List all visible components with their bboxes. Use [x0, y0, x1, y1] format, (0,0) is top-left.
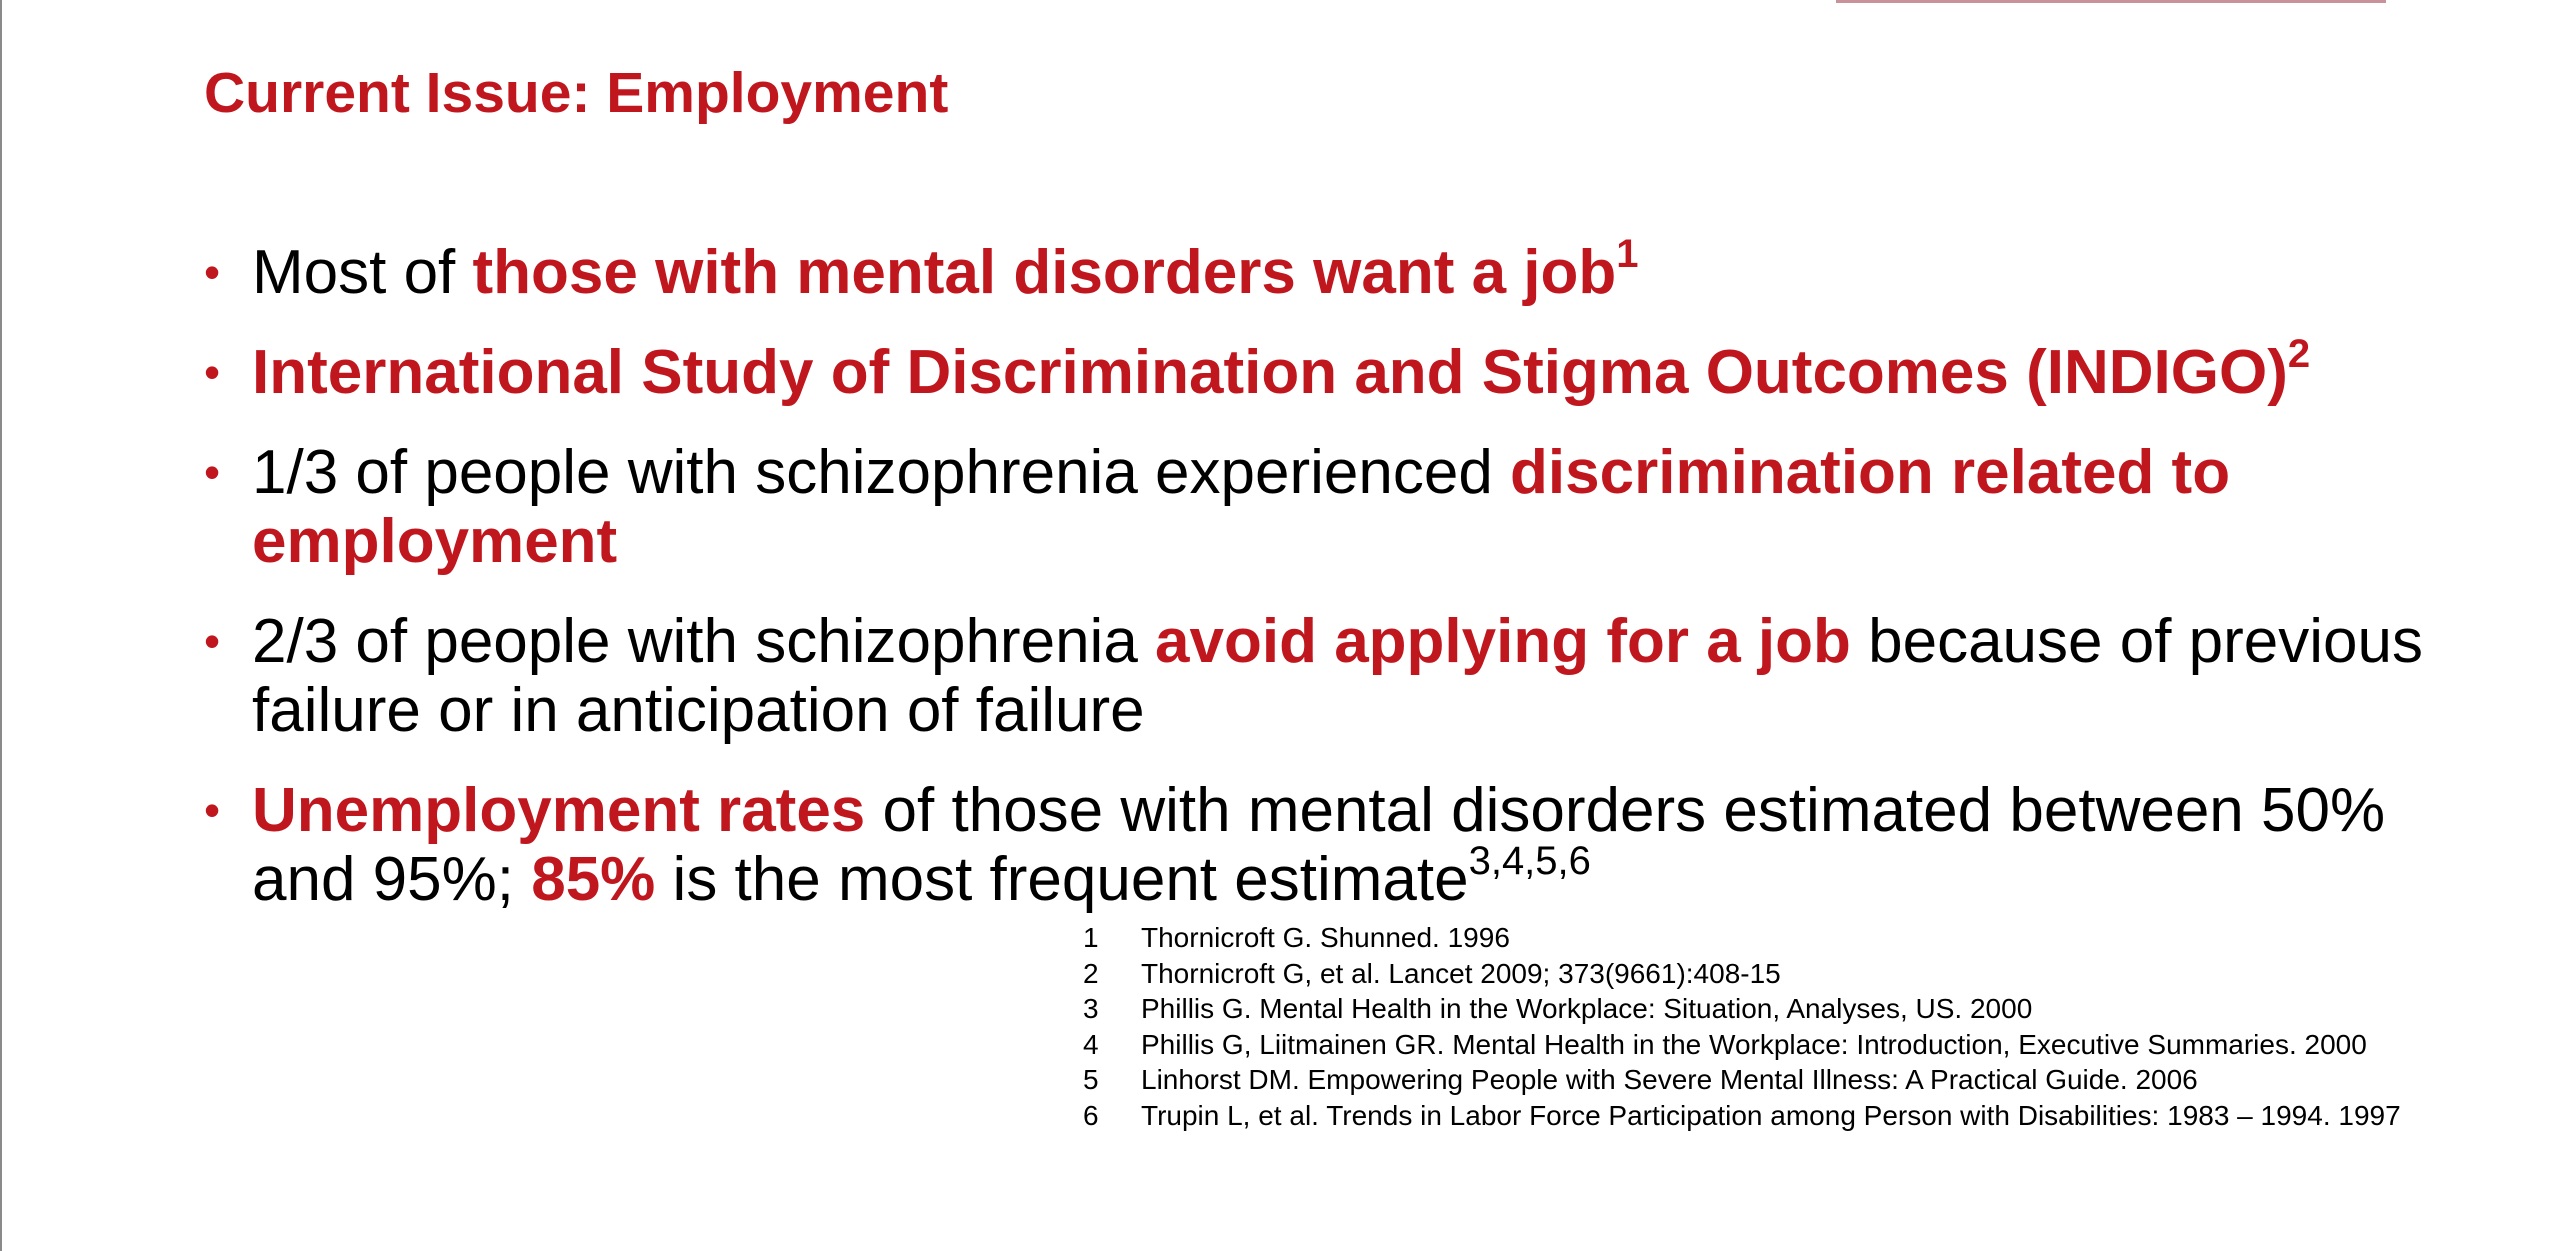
bullet-highlight: Unemployment rates [252, 776, 866, 845]
bullet-highlight: International Study of Discrimination and Stigma Outcomes (INDIGO) [252, 338, 2288, 407]
slide-left-edge [0, 0, 2, 1251]
bullet-item-unemployment [204, 776, 2434, 914]
bullet-text: Most of [252, 238, 473, 307]
bullet-highlight: avoid applying for a job [1155, 607, 1851, 676]
bullet-text: 1/3 of people with schizophrenia experienced [252, 438, 1511, 507]
slide-title: Current Issue: Employment [204, 61, 949, 125]
reference-list [1080, 920, 2401, 1133]
reference-number: 5 [1083, 1064, 1099, 1095]
reference-item [1080, 920, 2401, 956]
reference-text: Trupin L, et al. Trends in Labor Force Participation among Person with Disabilities: 1983 – 1994. 1997 [1141, 1099, 2401, 1131]
reference-item [1080, 1098, 2401, 1134]
bullet-highlight: those with mental disorders want a job [472, 238, 1617, 307]
bullet-dot-icon: • [204, 246, 221, 298]
bullet-text: 2/3 of people with schizophrenia [252, 607, 1156, 676]
reference-text: Linhorst DM. Empowering People with Severe Mental Illness: A Practical Guide. 2006 [1141, 1064, 2198, 1095]
bullet-item-indigo [204, 332, 2434, 407]
reference-text: Phillis G. Mental Health in the Workplace: Situation, Analyses, US. 2000 [1141, 993, 2033, 1024]
bullet-text: is the most frequent estimate [655, 845, 1469, 914]
reference-number: 2 [1083, 957, 1099, 989]
reference-item [1080, 1062, 2401, 1098]
bullet-highlight: 85% [531, 845, 656, 914]
bullet-dot-icon: • [204, 446, 221, 498]
reference-number: 4 [1083, 1028, 1099, 1060]
bullet-item-avoid-applying [204, 607, 2434, 745]
bullet-text: of those with mental disorders estimated between 50% and 95%; [252, 776, 2386, 914]
reference-number: 3 [1083, 993, 1099, 1024]
citation-superscript: 2 [2287, 332, 2311, 377]
reference-text: Thornicroft G. Shunned. 1996 [1141, 922, 1510, 953]
bullet-text: because of previous failure or in anticipation of failure [252, 607, 2424, 745]
bullet-item-discrimination [204, 438, 2434, 576]
reference-number: 6 [1083, 1099, 1099, 1131]
bullet-item-want-job [204, 232, 2434, 307]
bullet-list [204, 232, 2434, 945]
bullet-highlight: discrimination related to employment [252, 438, 2231, 576]
bullet-dot-icon: • [204, 346, 221, 398]
reference-item [1080, 1027, 2401, 1063]
bullet-dot-icon: • [204, 615, 221, 667]
reference-item [1080, 956, 2401, 992]
reference-number: 1 [1083, 922, 1099, 953]
reference-text: Phillis G, Liitmainen GR. Mental Health in the Workplace: Introduction, Executive Summaries. 2000 [1141, 1028, 2367, 1060]
reference-item [1080, 991, 2401, 1027]
citation-superscript: 3,4,5,6 [1468, 839, 1591, 884]
top-accent-line [1836, 0, 2386, 3]
bullet-dot-icon: • [204, 784, 221, 836]
reference-text: Thornicroft G, et al. Lancet 2009; 373(9661):408-15 [1141, 957, 1781, 989]
citation-superscript: 1 [1616, 232, 1639, 277]
